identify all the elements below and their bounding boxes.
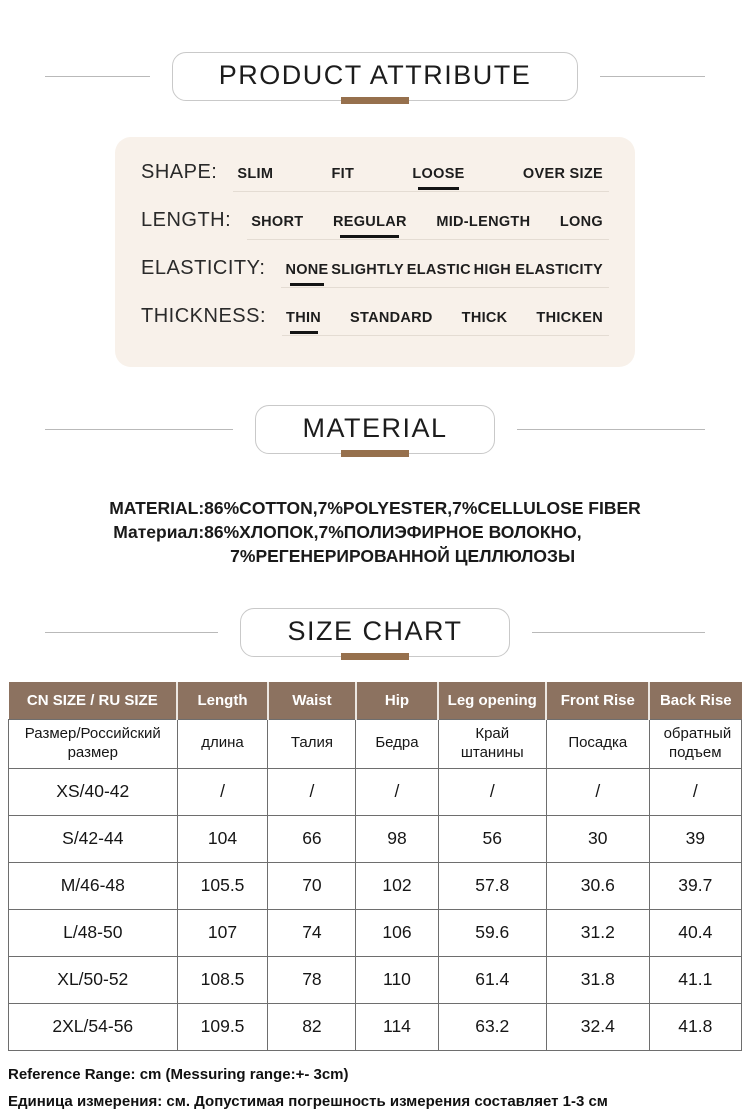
footnotes: [8, 1066, 750, 1110]
column-subheader: Талия: [268, 720, 356, 769]
measurement-cell: 39: [649, 815, 741, 862]
divider-line-right: [532, 632, 705, 633]
measurement-cell: /: [649, 768, 741, 815]
reference-range-note-ru: Единица измерения: см. Допустимая погрешность измерения составляет 1-3 см: [8, 1092, 608, 1110]
size-table-row: [9, 956, 742, 1003]
attribute-option: ELASTIC: [406, 262, 471, 278]
measurement-cell: 106: [356, 909, 438, 956]
attribute-option-selected: REGULAR: [332, 214, 407, 230]
measurement-cell: 40.4: [649, 909, 741, 956]
size-table-row: [9, 1003, 742, 1050]
attribute-option-selected: LOOSE: [412, 166, 465, 182]
measurement-cell: 63.2: [438, 1003, 546, 1050]
attribute-option: THICK: [461, 310, 508, 326]
attribute-label: LENGTH:: [141, 209, 232, 231]
size-table-row: [9, 815, 742, 862]
measurement-cell: 78: [268, 956, 356, 1003]
column-header: Front Rise: [546, 682, 649, 720]
measurement-cell: 41.1: [649, 956, 741, 1003]
material-composition: [109, 498, 641, 567]
material-title-box: [255, 405, 494, 454]
measurement-cell: 59.6: [438, 909, 546, 956]
measurement-cell: 41.8: [649, 1003, 741, 1050]
title-accent-bar: [341, 450, 409, 457]
measurement-cell: 114: [356, 1003, 438, 1050]
attribute-options: [233, 166, 609, 192]
attribute-option: THICKEN: [536, 310, 603, 326]
product-attribute-title-box: [172, 52, 579, 101]
attribute-option: LONG: [559, 214, 603, 230]
column-header: CN SIZE / RU SIZE: [9, 682, 178, 720]
attribute-option: FIT: [331, 166, 355, 182]
attribute-option: MID-LENGTH: [436, 214, 531, 230]
measurement-cell: 107: [177, 909, 268, 956]
material-value-ru-line1: 86%ХЛОПОК,7%ПОЛИЭФИРНОЕ ВОЛОКНО,: [204, 522, 582, 542]
divider-line-left: [45, 632, 218, 633]
measurement-cell: /: [177, 768, 268, 815]
measurement-cell: 66: [268, 815, 356, 862]
size-cell: M/46-48: [9, 862, 178, 909]
attribute-label: THICKNESS:: [141, 305, 267, 327]
size-table-row: [9, 862, 742, 909]
column-subheader: Посадка: [546, 720, 649, 769]
material-label-ru: Материал:: [113, 522, 205, 542]
material-header: [0, 405, 750, 454]
attribute-options: [281, 262, 609, 288]
column-subheader: Размер/Российский размер: [9, 720, 178, 769]
measurement-cell: 30: [546, 815, 649, 862]
measurement-cell: 74: [268, 909, 356, 956]
column-header: Length: [177, 682, 268, 720]
material-value-en: 86%COTTON,7%POLYESTER,7%CELLULOSE FIBER: [204, 498, 641, 518]
reference-range-note-en: Reference Range: cm (Messuring range:+- 3cm): [8, 1065, 349, 1083]
size-table-row: [9, 909, 742, 956]
column-header: Waist: [268, 682, 356, 720]
attribute-option-selected: NONE: [285, 262, 329, 278]
column-subheader: длина: [177, 720, 268, 769]
size-chart-table-body: [9, 720, 742, 1051]
size-chart-header: [0, 608, 750, 657]
column-subheader: Край штанины: [438, 720, 546, 769]
size-table-subheader-row: [9, 720, 742, 769]
size-cell: 2XL/54-56: [9, 1003, 178, 1050]
measurement-cell: 82: [268, 1003, 356, 1050]
measurement-cell: 104: [177, 815, 268, 862]
size-chart-table-head: [9, 682, 742, 720]
attribute-options: [282, 310, 609, 336]
attribute-option: OVER SIZE: [522, 166, 603, 182]
measurement-cell: /: [546, 768, 649, 815]
attribute-label: ELASTICITY:: [141, 257, 266, 279]
title-accent-bar: [341, 97, 409, 104]
size-chart-title-box: [240, 608, 509, 657]
column-header: Back Rise: [649, 682, 741, 720]
column-subheader: Бедра: [356, 720, 438, 769]
material-title: MATERIAL: [302, 413, 448, 443]
material-label-en: MATERIAL:: [109, 498, 205, 518]
attribute-row: [141, 161, 609, 192]
size-chart-table: [8, 682, 742, 1051]
column-header: Hip: [356, 682, 438, 720]
size-cell: S/42-44: [9, 815, 178, 862]
divider-line-left: [45, 76, 150, 77]
attribute-options: [247, 214, 609, 240]
column-subheader: обратный подъем: [649, 720, 741, 769]
divider-line-left: [45, 429, 233, 430]
size-table-header-row: [9, 682, 742, 720]
measurement-cell: 70: [268, 862, 356, 909]
attribute-option: SLIGHTLY: [331, 262, 405, 278]
measurement-cell: 61.4: [438, 956, 546, 1003]
measurement-cell: 30.6: [546, 862, 649, 909]
divider-line-right: [600, 76, 705, 77]
attribute-row: [141, 209, 609, 240]
column-header: Leg opening: [438, 682, 546, 720]
measurement-cell: 32.4: [546, 1003, 649, 1050]
attribute-option: SLIM: [237, 166, 274, 182]
size-table-row: [9, 768, 742, 815]
attribute-box: [115, 137, 635, 367]
size-chart-title: SIZE CHART: [287, 616, 463, 646]
size-cell: XS/40-42: [9, 768, 178, 815]
measurement-cell: 102: [356, 862, 438, 909]
measurement-cell: 57.8: [438, 862, 546, 909]
measurement-cell: 108.5: [177, 956, 268, 1003]
attribute-row: [141, 257, 609, 288]
size-cell: L/48-50: [9, 909, 178, 956]
attribute-option: SHORT: [251, 214, 304, 230]
measurement-cell: 105.5: [177, 862, 268, 909]
product-attribute-header: [0, 52, 750, 101]
attribute-label: SHAPE:: [141, 161, 218, 183]
measurement-cell: 39.7: [649, 862, 741, 909]
measurement-cell: 31.2: [546, 909, 649, 956]
attribute-row: [141, 305, 609, 336]
measurement-cell: /: [268, 768, 356, 815]
attribute-option: HIGH ELASTICITY: [473, 262, 603, 278]
title-accent-bar: [341, 653, 409, 660]
divider-line-right: [517, 429, 705, 430]
measurement-cell: 98: [356, 815, 438, 862]
attribute-option: STANDARD: [350, 310, 433, 326]
measurement-cell: 56: [438, 815, 546, 862]
material-value-ru-line2: 7%РЕГЕНЕРИРОВАННОЙ ЦЕЛЛЮЛОЗЫ: [230, 546, 576, 566]
size-cell: XL/50-52: [9, 956, 178, 1003]
measurement-cell: /: [438, 768, 546, 815]
measurement-cell: 31.8: [546, 956, 649, 1003]
measurement-cell: 109.5: [177, 1003, 268, 1050]
product-attribute-title: PRODUCT ATTRIBUTE: [218, 60, 532, 90]
measurement-cell: /: [356, 768, 438, 815]
attribute-option-selected: THIN: [286, 310, 322, 326]
product-detail-page: [0, 52, 750, 1110]
measurement-cell: 110: [356, 956, 438, 1003]
